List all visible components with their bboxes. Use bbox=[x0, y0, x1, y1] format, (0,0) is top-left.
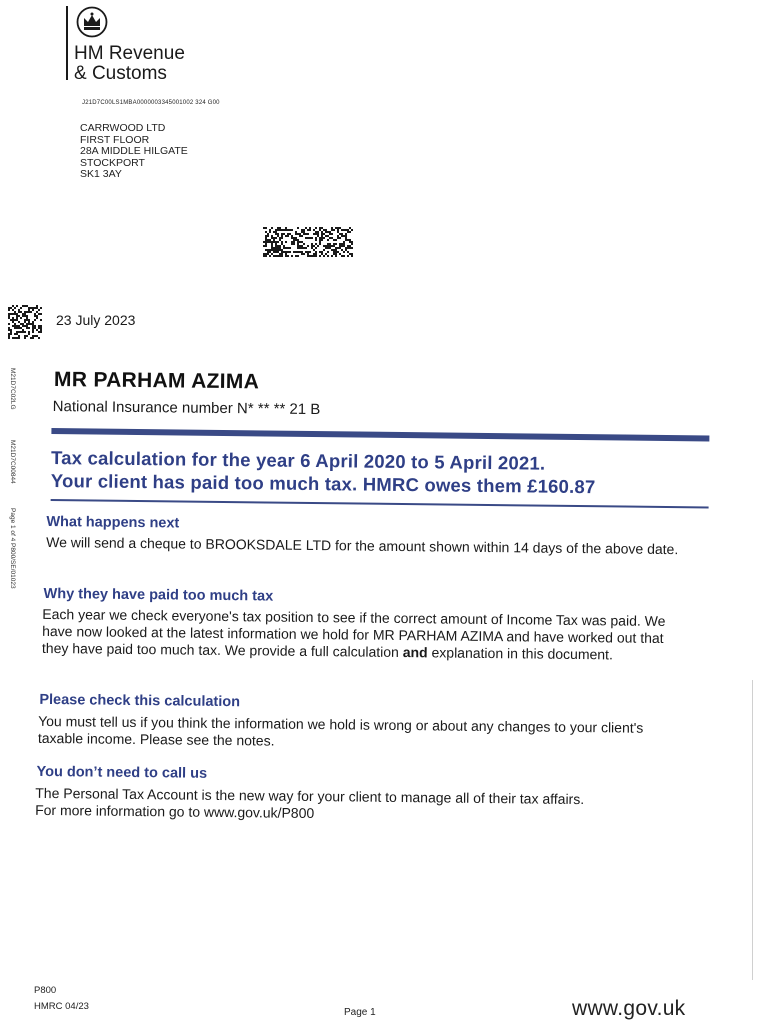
section-body-check: You must tell us if you think the information we hold is wrong or about any changes to your client's taxable income. Please see the notes. bbox=[37, 712, 644, 749]
side-reference: M21D7C00844 bbox=[9, 440, 16, 484]
section-body-call bbox=[35, 785, 675, 826]
section-body-why bbox=[42, 606, 683, 664]
body-text: Each year we check everyone's tax position to see if the correct amount of Income Tax was paid. We have now looked at the latest information we hold for MR PARHAM AZIMA and have worked out that they have paid too much tax. We provide a full calculation bbox=[41, 605, 666, 661]
section-heading-next: What happens next bbox=[46, 513, 180, 532]
section-heading-why: Why they have paid too much tax bbox=[43, 585, 274, 605]
side-reference: M21D7C02LG bbox=[9, 368, 16, 410]
footer-url: www.gov.uk bbox=[572, 997, 686, 1020]
reference-code: J21D7C00LS1MBA0000003345001002 324 G00 bbox=[82, 100, 220, 106]
address-line: STOCKPORT bbox=[80, 156, 145, 169]
headline-line1: Tax calculation for the year 6 April 2020 to 5 April 2021. bbox=[51, 447, 546, 474]
form-code bbox=[34, 983, 89, 1015]
form-id: P800 bbox=[34, 985, 57, 996]
section-heading-call: You don’t need to call us bbox=[36, 763, 208, 782]
ni-number: National Insurance number N* ** ** 21 B bbox=[52, 398, 321, 419]
body-bold-text: and bbox=[402, 644, 428, 661]
side-reference: Page 1 of 4 P800/SE/01023 bbox=[9, 508, 16, 589]
section-heading-check: Please check this calculation bbox=[39, 691, 241, 711]
address-line: CARRWOOD LTD bbox=[80, 122, 166, 134]
headline bbox=[51, 446, 596, 498]
section-body-next: We will send a cheque to BROOKSDALE LTD for the amount shown within 14 days of the above date. bbox=[46, 533, 679, 558]
recipient-name: MR PARHAM AZIMA bbox=[53, 368, 260, 394]
page-number: Page 1 bbox=[344, 1007, 376, 1018]
heading-rule-bottom bbox=[51, 499, 709, 508]
page-edge bbox=[752, 680, 753, 980]
address-line: SK1 3AY bbox=[80, 168, 122, 180]
letter-date: 23 July 2023 bbox=[56, 312, 136, 328]
form-version: HMRC 04/23 bbox=[34, 1001, 89, 1012]
org-name-line1: HM Revenue bbox=[74, 43, 185, 64]
body-text: explanation in this document. bbox=[427, 644, 613, 663]
heading-rule-top bbox=[51, 428, 709, 441]
org-name-line2: & Customs bbox=[74, 63, 167, 84]
address-line: FIRST FLOOR bbox=[80, 133, 150, 146]
address-line: 28A MIDDLE HILGATE bbox=[80, 145, 188, 157]
body-line: For more information go to www.gov.uk/P800 bbox=[35, 801, 315, 822]
headline-line2: Your client has paid too much tax. HMRC owes them £160.87 bbox=[50, 470, 596, 498]
body-line: The Personal Tax Account is the new way for your client to manage all of their tax affairs. bbox=[35, 784, 585, 808]
